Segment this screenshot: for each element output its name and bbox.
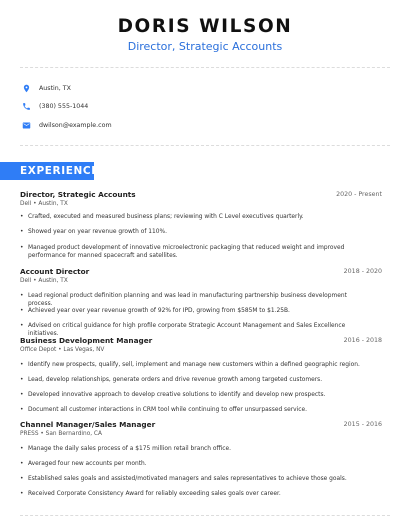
job-bullet: • Managed product development of innovative microelectronic packaging that reduced weight and improved performance for manned spacecraft and satellites. [20,245,345,259]
job-title: Channel Manager/Sales Manager [20,420,156,429]
job-bullet: • Advised on critical guidance for high profile corporate Strategic Account Management and Sales Excellence initiatives. [20,323,346,337]
contact-location [22,84,71,93]
job-bullet: • Achieved year over year revenue growth of 92% for IPD, growing from $585M to $1.25B. [20,308,290,314]
job-dates: 2016 - 2018 [343,337,382,344]
job-bullet: • Established sales goals and assisted/motivated managers and sales representatives to achieve those goals. [20,476,347,482]
job-company-location: Dell • Austin, TX [20,201,68,207]
job-bullet: • Averaged four new accounts per month. [20,461,147,467]
divider [20,67,390,68]
job-company: Office Depot [20,347,57,353]
job-title: Business Development Manager [20,336,153,345]
job-dates: 2015 - 2016 [343,421,382,428]
resume-name: DORIS WILSON [117,16,293,37]
contact-phone-text: (380) 555-1044 [39,103,89,110]
job-title: Account Director [20,267,90,276]
job-bullet: • Received Corporate Consistency Award for reliably exceeding sales goals over career. [20,491,281,497]
job-dates: 2020 - Present [336,191,382,198]
job-bullet: • Showed year on year revenue growth of 110%. [20,229,167,235]
experience-heading: EXPERIENCE [0,162,94,180]
divider [20,145,390,146]
job-title: Director, Strategic Accounts [20,190,136,199]
job-company-location: PRESS • San Bernardino, CA [20,431,102,437]
email-icon [22,121,31,130]
job-bullet: • Developed innovative approach to develop creative solutions to identify and develop new prospects. [20,392,326,398]
job-bullet: • Lead, develop relationships, generate orders and drive revenue growth among targeted customers. [20,377,323,383]
contact-location-text: Austin, TX [39,85,71,92]
job-location: San Bernardino, CA [45,431,102,437]
job-company-location: Office Depot • Las Vegas, NV [20,347,105,353]
job-company-location: Dell • Austin, TX [20,278,68,284]
job-bullet: • Identify new prospects, qualify, sell, implement and manage new customers within a defined geographic region. [20,362,360,368]
job-bullet: • Manage the daily sales process of a $175 million retail branch office. [20,446,231,452]
job-dates: 2018 - 2020 [343,268,382,275]
contact-phone [22,102,88,111]
job-bullet: • Crafted, executed and measured business plans; reviewing with C Level executives quarterly. [20,214,304,220]
job-location: Austin, TX [38,201,68,207]
job-bullet: • Lead regional product definition planning and was lead in manufacturing partnership business development process. [20,293,347,307]
job-company: Dell [20,201,32,207]
job-location: Las Vegas, NV [63,347,105,353]
job-company: PRESS [20,431,39,437]
contact-email [22,121,112,130]
job-bullet: • Document all customer interactions in CRM tool while continuing to offer unsurpassed service. [20,407,308,413]
job-location: Austin, TX [38,278,68,284]
phone-icon [22,102,31,111]
contact-email-text: dwilson@example.com [39,122,112,129]
divider [20,515,390,516]
job-company: Dell [20,278,32,284]
resume-title: Director, Strategic Accounts [127,40,283,53]
location-icon [22,84,31,93]
